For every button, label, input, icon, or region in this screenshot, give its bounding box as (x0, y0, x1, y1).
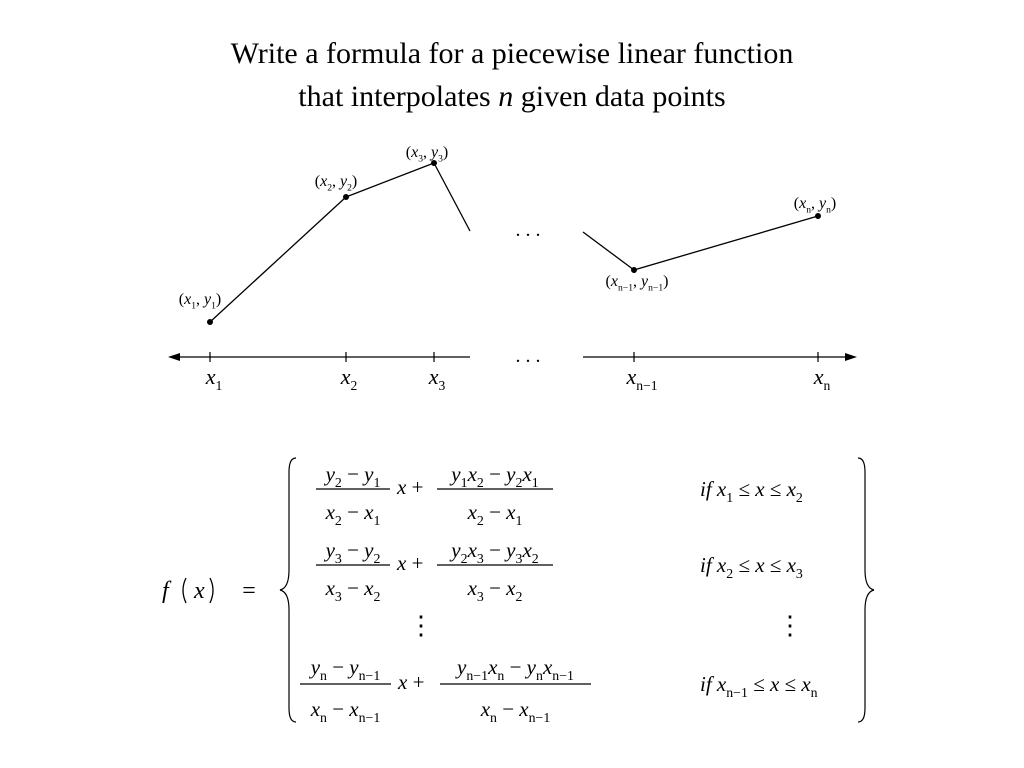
right-curly-brace (858, 458, 874, 722)
condition-2: if $x_2 \le x \le x_3$ (700, 553, 803, 581)
slope-numerator-3: $y_n - y_{n-1}$ (310, 655, 381, 683)
condition-3: if $x_{n-1} \le x \le x_n$ (700, 672, 818, 700)
intercept-denominator-1: $x_2 - x_1$ (467, 500, 523, 528)
axis-ellipsis: . . . (515, 345, 541, 367)
point-label-4: ($x_{n-1}$, $y_{n-1}$) (605, 273, 669, 294)
intercept-denominator-2: $x_3 - x_2$ (467, 576, 523, 604)
title-line-1: Write a formula for a piecewise linear function (230, 37, 794, 70)
x-plus-2: x + (397, 551, 424, 575)
segment-1-2 (210, 197, 346, 322)
slope-numerator-2: $y_3 - y_2$ (325, 538, 381, 566)
point-label-3: ($x_3$, $y_3$) (405, 144, 449, 165)
lhs-open-paren (183, 578, 186, 603)
x-axis-tick-label-3: $x_3$ (428, 364, 446, 394)
equals-sign: = (242, 578, 256, 604)
data-point-5 (815, 213, 821, 219)
point-label-1: ($x_1$, $y_1$) (178, 291, 222, 312)
title-line-2-after: given data points (513, 80, 726, 113)
intercept-numerator-2: $y_2x_3 - y_3x_2$ (451, 538, 539, 566)
intercept-numerator-3: $y_{n-1}x_n - y_nx_{n-1}$ (457, 655, 574, 683)
segment-in-n-1 (583, 232, 634, 270)
title-line-2-before: that interpolates (298, 80, 499, 113)
slope-denominator-2: $x_3 - x_2$ (325, 576, 381, 604)
segment-2-3 (346, 163, 434, 197)
vertical-dots-expression: ⋮ (408, 611, 434, 640)
intercept-denominator-3: $x_n - x_{n-1}$ (480, 697, 551, 725)
slope-denominator-1: $x_2 - x_1$ (325, 500, 381, 528)
x-plus-1: x + (397, 475, 424, 499)
title-n-variable: n (498, 80, 514, 113)
intercept-numerator-1: $y_1x_2 - y_2x_1$ (451, 462, 539, 490)
segment-n-1-n (634, 216, 818, 270)
x-axis-left-arrow (168, 353, 180, 361)
x-plus-3: x + (398, 670, 425, 694)
x-axis-tick-label-4: $x_{n-1}$ (626, 364, 658, 394)
x-axis-right-arrow (845, 353, 857, 361)
left-curly-brace (280, 458, 296, 722)
segment-3-out (434, 163, 470, 231)
function-name-f: f (162, 578, 169, 604)
point-label-5: ($x_n$, $y_n$) (793, 195, 837, 216)
lhs-close-paren (210, 578, 213, 603)
x-axis-tick-label-2: $x_2$ (340, 364, 358, 394)
point-label-2: ($x_2$, $y_2$) (314, 173, 358, 194)
slope-numerator-1: $y_2 - y_1$ (325, 462, 381, 490)
x-axis-tick-label-5: $x_n$ (813, 364, 831, 394)
curve-ellipsis: . . . (515, 219, 541, 241)
vertical-dots-condition: ⋮ (777, 611, 803, 640)
x-axis-tick-label-1: $x_1$ (205, 364, 223, 394)
function-argument-x: x (194, 578, 205, 604)
slope-denominator-3: $x_n - x_{n-1}$ (310, 697, 381, 725)
data-point-2 (343, 194, 349, 200)
data-point-1 (207, 319, 213, 325)
condition-1: if $x_1 \le x \le x_2$ (700, 477, 803, 505)
